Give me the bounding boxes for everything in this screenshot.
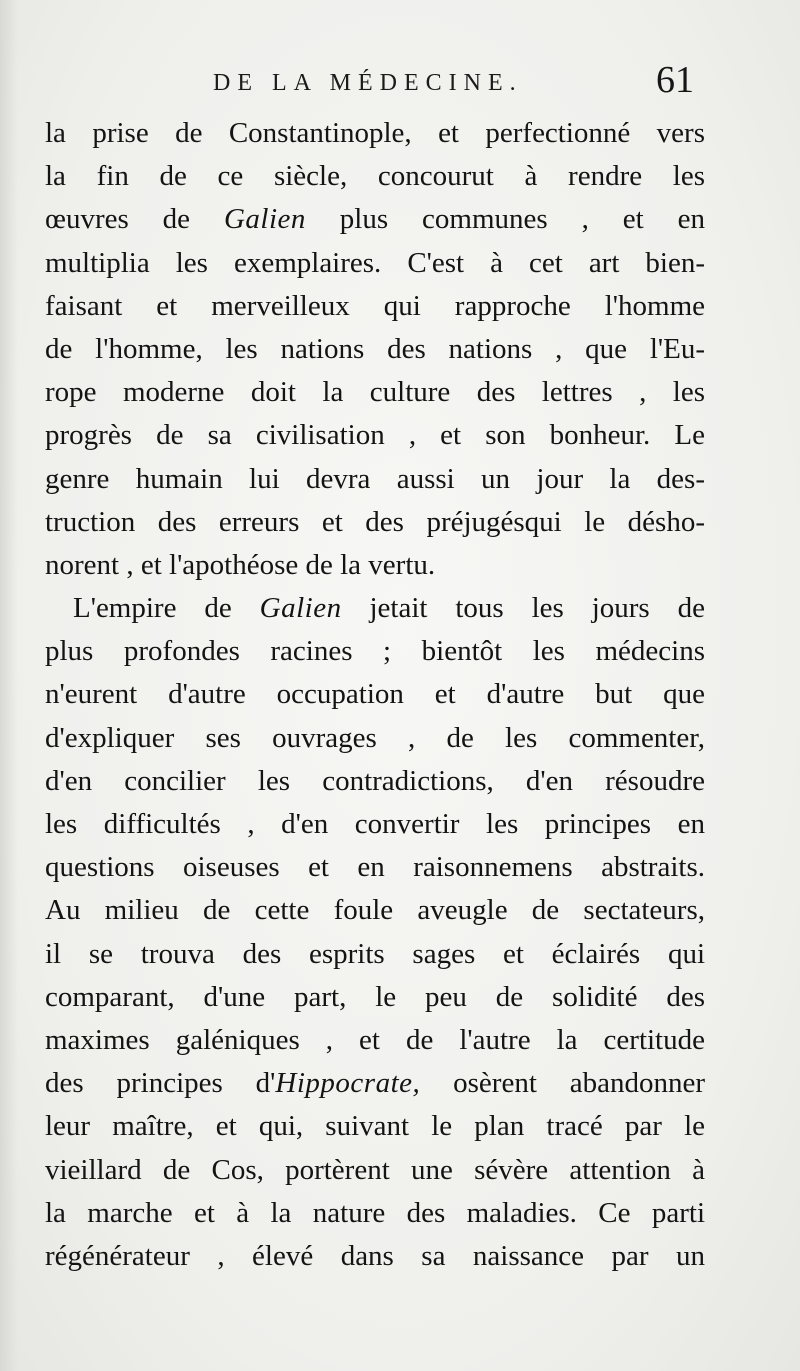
text-segment: les difficultés , d'en convertir les principes en [45, 808, 705, 840]
text-line [45, 112, 705, 155]
text-segment: Au milieu de cette foule aveugle de sectateurs, [45, 894, 705, 927]
text-segment: il se trouva des esprits sages et éclairés qui [45, 937, 705, 970]
running-title: DE LA MÉDECINE. [213, 70, 523, 96]
text-line [45, 1019, 705, 1062]
text-segment: faisant et merveilleux qui rapproche l'homme [45, 289, 705, 322]
text-line [45, 544, 705, 587]
text-segment: de l'homme, les nations des nations , que l'Eu- [45, 332, 705, 365]
text-segment: œuvres de [45, 203, 224, 236]
text-segment: norent , et l'apothéose de la vertu. [45, 548, 436, 581]
text-segment: comparant, d'une part, le peu de solidité des [45, 980, 705, 1013]
text-segment: régénérateur , élevé dans sa naissance par un [45, 1239, 705, 1272]
text-segment: des principes d' [45, 1067, 276, 1100]
text-segment: maximes galéniques , et de l'autre la certitude [45, 1023, 705, 1056]
text-line [45, 933, 705, 976]
italic-name: Hippocrate, [275, 1067, 421, 1100]
text-segment: truction des erreurs et des préjugésqui le désho- [45, 505, 705, 538]
text-line [45, 1062, 705, 1105]
page-gutter-shadow [0, 0, 18, 1371]
text-line [45, 1149, 705, 1192]
text-line [45, 587, 705, 630]
text-segment: d'en concilier les contradictions, d'en résoudre [45, 764, 705, 797]
text-line [45, 328, 705, 371]
text-segment: multiplia les exemplaires. C'est à cet art bien- [45, 246, 705, 279]
text-segment: rope moderne doit la culture des lettres , les [45, 376, 705, 409]
text-line [45, 501, 705, 544]
text-line [45, 1192, 705, 1235]
text-segment: la prise de Constantinople, et perfectionné vers [45, 117, 705, 149]
text-segment: questions oiseuses et en raisonnemens abstraits. [45, 851, 705, 884]
text-line [45, 976, 705, 1019]
text-segment: genre humain lui devra aussi un jour la des- [45, 462, 705, 495]
page-number: 61 [656, 59, 694, 101]
text-line [45, 760, 705, 803]
italic-name: Galien [223, 203, 306, 236]
text-segment: jetait tous les jours de [341, 592, 705, 625]
text-line [45, 1105, 705, 1148]
text-line [45, 242, 705, 285]
paragraph [45, 112, 705, 587]
text-segment: la marche et à la nature des maladies. Ce parti [45, 1196, 705, 1229]
text-line [45, 846, 705, 889]
text-line [45, 414, 705, 457]
italic-name: Galien [259, 592, 342, 625]
text-line [45, 717, 705, 760]
text-line [45, 155, 705, 198]
text-segment: plus profondes racines ; bientôt les médecins [45, 635, 705, 668]
text-segment: la fin de ce siècle, concourut à rendre les [45, 160, 705, 193]
text-line [45, 198, 705, 241]
text-segment: n'eurent d'autre occupation et d'autre but que [45, 678, 705, 711]
page-header [0, 58, 800, 108]
text-line [45, 630, 705, 673]
text-segment: d'expliquer ses ouvrages , de les commenter, [45, 721, 705, 754]
text-line [45, 803, 705, 846]
text-segment: L'empire de [73, 592, 260, 625]
text-segment: plus communes , et en [305, 203, 705, 236]
text-line [45, 1235, 705, 1278]
text-segment: vieillard de Cos, portèrent une sévère attention à [45, 1153, 705, 1186]
text-line [45, 371, 705, 414]
text-line [45, 889, 705, 932]
text-line [45, 458, 705, 501]
text-segment: leur maître, et qui, suivant le plan tracé par le [45, 1110, 705, 1143]
text-line [45, 673, 705, 716]
paragraph [45, 587, 705, 1278]
text-segment: progrès de sa civilisation , et son bonheur. Le [45, 419, 705, 452]
text-segment: osèrent abandonner [420, 1067, 706, 1100]
body-text [45, 112, 705, 1278]
text-line [45, 285, 705, 328]
